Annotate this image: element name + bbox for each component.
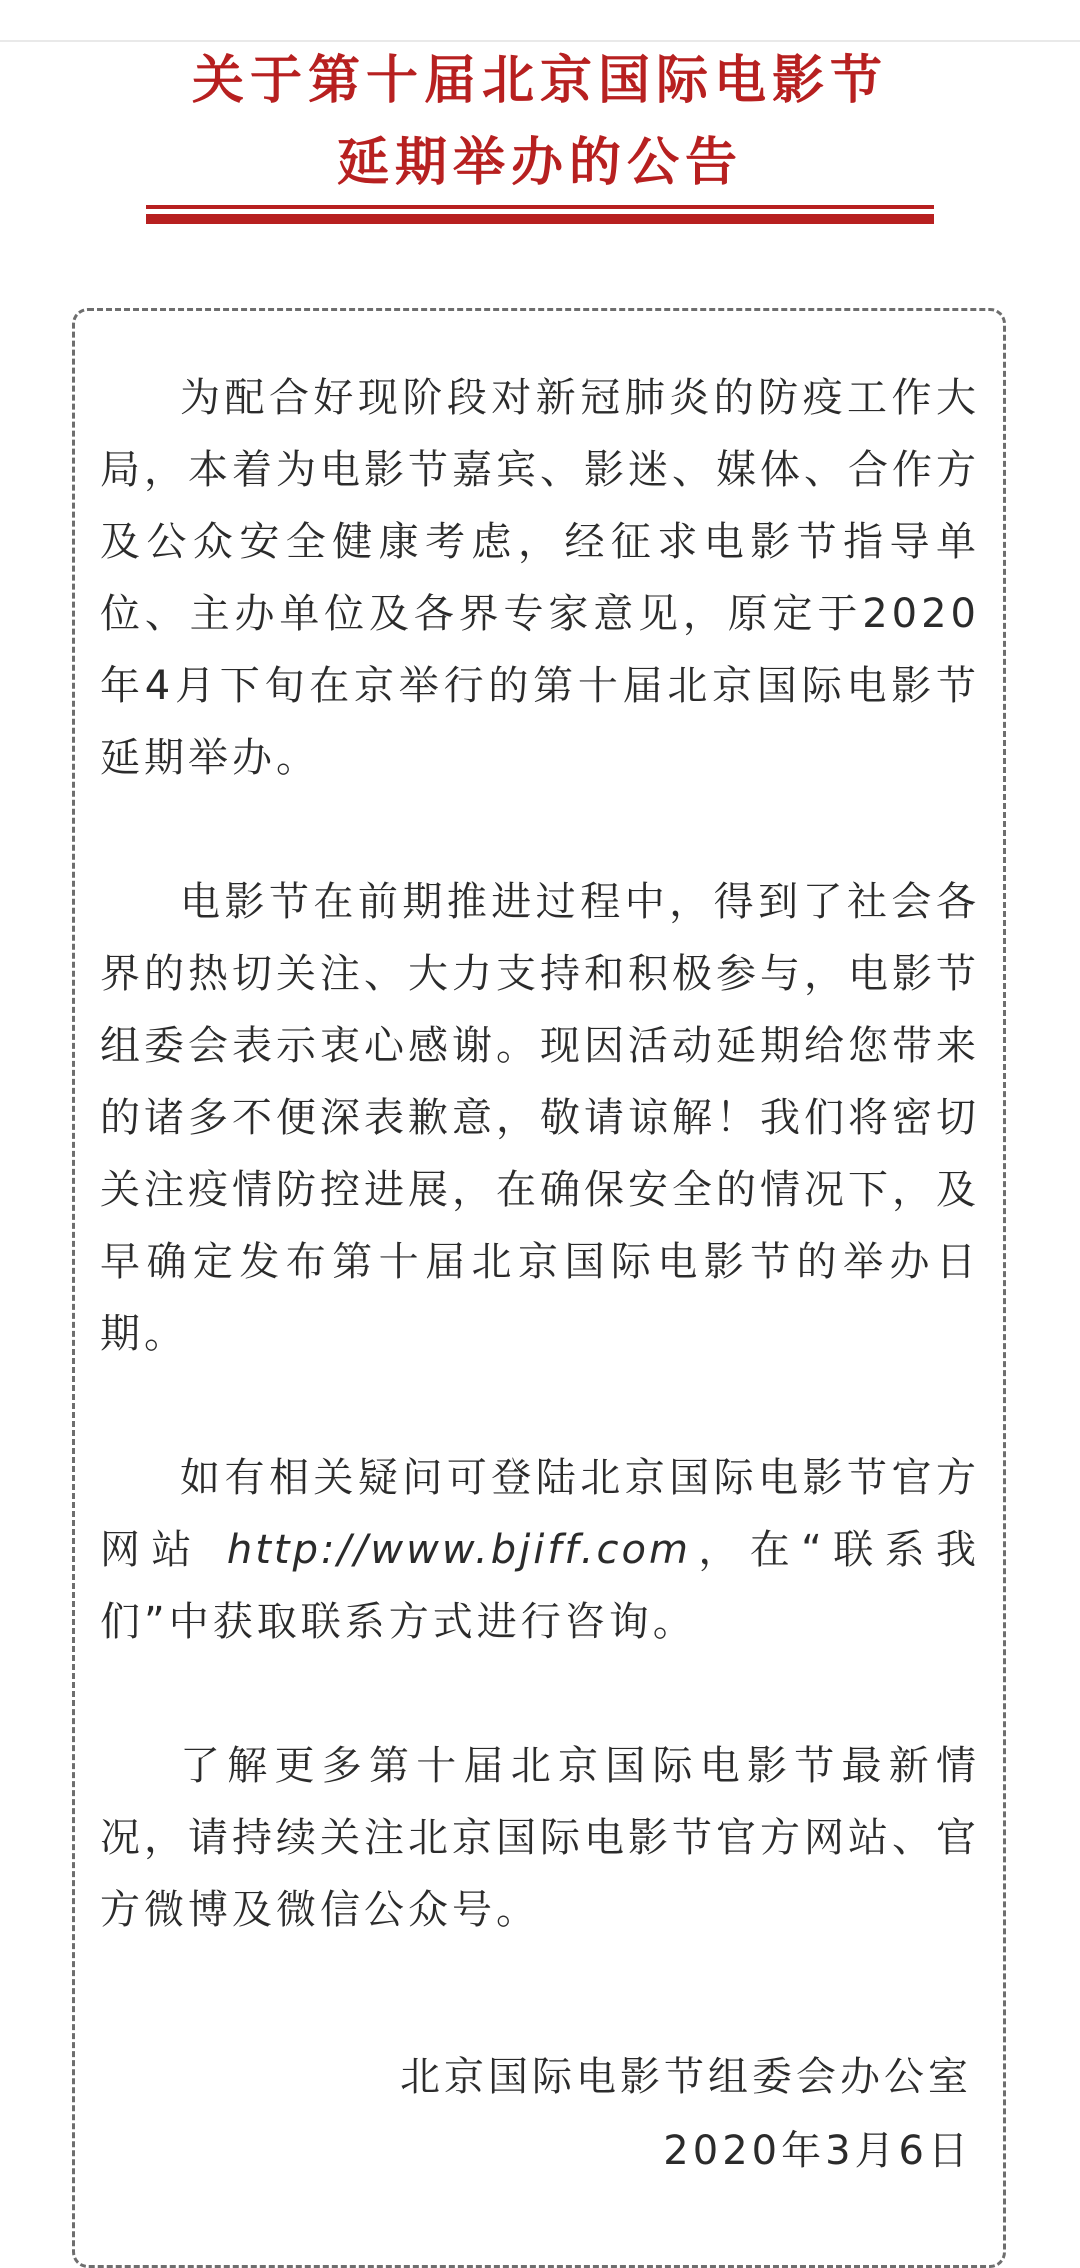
paragraph-1: 为配合好现阶段对新冠肺炎的防疫工作大局，本着为电影节嘉宾、影迷、媒体、合作方及公众安全健康考虑，经征求电影节指导单位、主办单位及各界专家意见，原定于2020年4月下旬在京举行的第十届北京国际电影节延期举办。 — [100, 375, 980, 781]
paragraph-4: 了解更多第十届北京国际电影节最新情况，请持续关注北京国际电影节官方网站、官方微博及微信公众号。 — [100, 1743, 980, 1933]
notice-title — [0, 40, 1080, 204]
signature-org: 北京国际电影节组委会办公室 — [400, 2054, 972, 2100]
title-line-1: 关于第十届北京国际电影节 — [191, 51, 888, 111]
website-link[interactable]: http://www.bjiff.com — [226, 1527, 691, 1573]
title-line-2: 延期举办的公告 — [336, 133, 743, 193]
signature-block — [400, 2040, 972, 2188]
signature-date: 2020年3月6日 — [663, 2128, 972, 2174]
notice-body — [100, 362, 980, 2018]
paragraph-3-text-before: 如有相关疑问可登陆北京国际电影节官方网站 — [100, 1455, 980, 1573]
title-underline-thin — [146, 205, 934, 209]
paragraph-2: 电影节在前期推进过程中，得到了社会各界的热切关注、大力支持和积极参与，电影节组委会表示衷心感谢。现因活动延期给您带来的诸多不便深表歉意，敬请谅解！我们将密切关注疫情防控进展，在确保安全的情况下，及早确定发布第十届北京国际电影节的举办日期。 — [100, 879, 980, 1357]
paragraph-3 — [100, 1442, 980, 1658]
title-underline-thick — [146, 214, 934, 224]
paragraph-3-text-after: ，在“联系我们”中获取联系方式进行咨询。 — [100, 1527, 980, 1645]
